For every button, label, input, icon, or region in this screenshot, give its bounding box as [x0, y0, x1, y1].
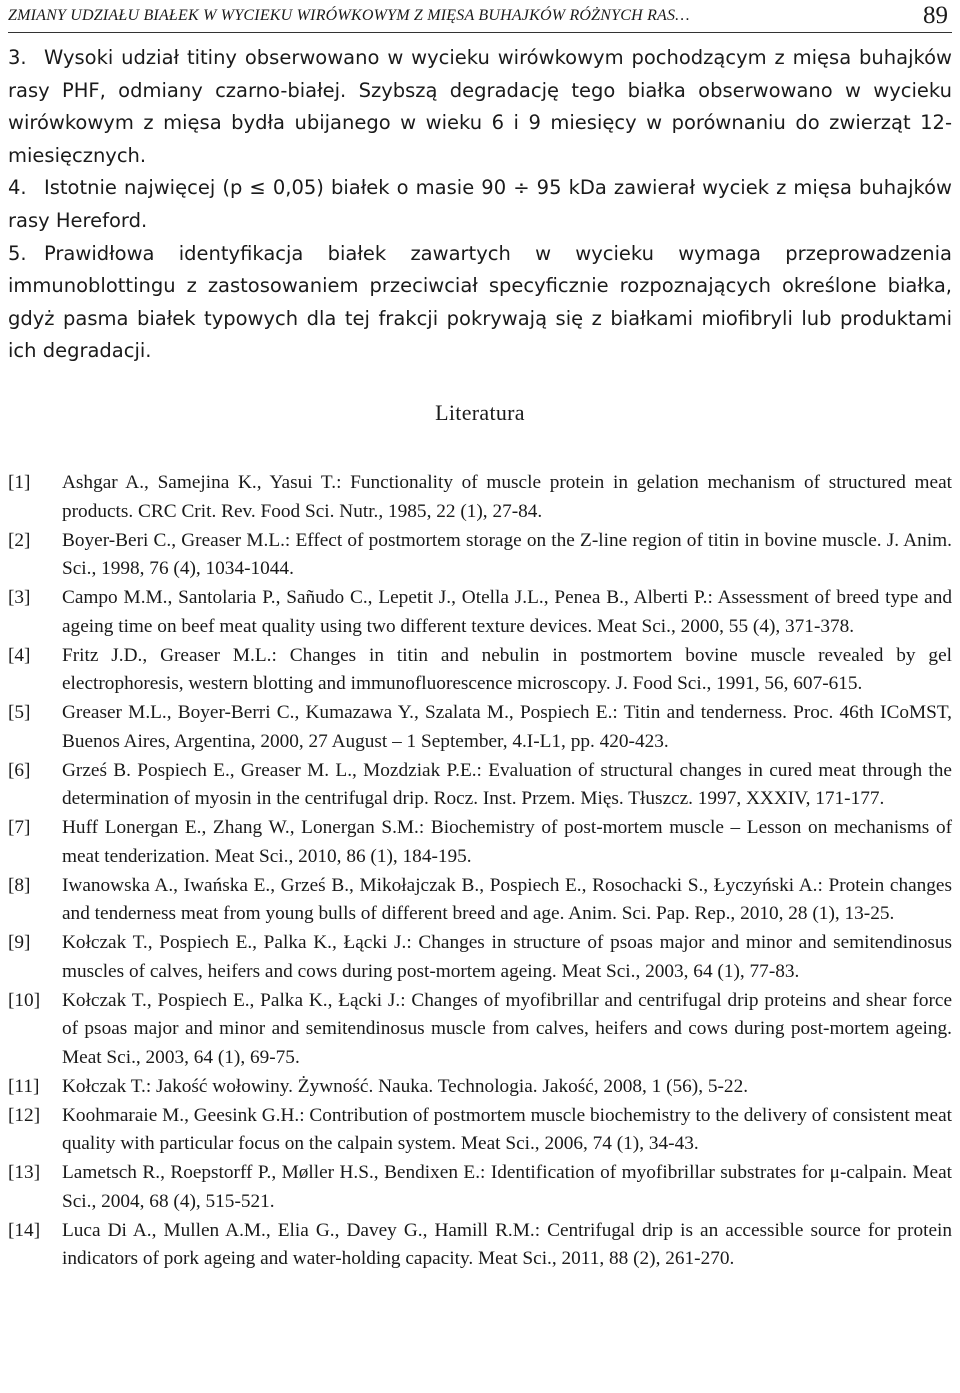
conclusion-item [8, 42, 952, 172]
reference-number: [3] [8, 587, 31, 608]
conclusion-text: Prawidłowa identyfikacja białek zawartych w wycieku wymaga przeprowadzenia immunoblottingu z zastosowaniem przeciwciał specyficznie rozpoznających określone białka, gdyż pasma białek typowych dla tej frakcji pokrywają się z białkami miofibryli lub produktami ich degradacji. [8, 241, 952, 363]
reference-item [8, 814, 952, 871]
reference-text: Fritz J.D., Greaser M.L.: Changes in titin and nebulin in postmortem bovine muscle revealed by gel electrophoresis, western blotting and immunofluorescence microscopy. J. Food Sci., 1991, 56, 607-615. [62, 644, 952, 694]
reference-number: [10] [8, 989, 41, 1011]
reference-number: [11] [8, 1075, 40, 1097]
reference-item [8, 872, 952, 929]
conclusion-number: 3. [8, 46, 27, 69]
page-number: 89 [923, 2, 948, 29]
reference-number: [12] [8, 1104, 41, 1126]
reference-number: [9] [8, 932, 31, 953]
reference-text: Kołczak T.: Jakość wołowiny. Żywność. Nauka. Technologia. Jakość, 2008, 1 (56), 5-22. [62, 1075, 749, 1097]
reference-number: [7] [8, 817, 31, 838]
reference-text: Koohmaraie M., Geesink G.H.: Contribution of postmortem muscle biochemistry to the delivery of consistent meat quality with particular focus on the calpain system. Meat Sci., 2006, 74 (1), 34-43. [62, 1104, 952, 1154]
conclusion-text: Wysoki udział titiny obserwowano w wycieku wirówkowym pochodzącym z mięsa buhajków rasy PHF, odmiany czarno-białej. Szybszą degradację tego białka obserwowano w wycieku wirówkowym z mięsa bydła ubijanego w wieku 6 i 9 miesięcy w porównaniu do zwierząt 12-miesięcznych. [8, 46, 952, 167]
reference-text: Greaser M.L., Boyer-Berri C., Kumazawa Y., Szalata M., Pospiech E.: Titin and tenderness. Proc. 46th ICoMST, Buenos Aires, Argentina, 2000, 27 August – 1 September, 4.I-L1, pp. 420-423. [62, 702, 952, 752]
conclusion-number: 5. [8, 241, 27, 265]
reference-text: Huff Lonergan E., Zhang W., Lonergan S.M.: Biochemistry of post-mortem muscle – Lesson on mechanisms of meat tenderization. Meat Sci., 2010, 86 (1), 184-195. [62, 817, 952, 867]
conclusion-number: 4. [8, 176, 27, 200]
reference-text: Campo M.M., Santolaria P., Sañudo C., Lepetit J., Otella J.L., Penea B., Alberti P.: Assessment of breed type and ageing time on beef meat quality using two different texture devices. Meat Sci., 2000, 55 (4), 371-378. [62, 587, 952, 637]
reference-item [8, 1217, 952, 1274]
reference-text: Iwanowska A., Iwańska E., Grześ B., Mikołajczak B., Pospiech E., Rosochacki S., Łyczyński A.: Protein changes and tenderness meat from young bulls of different breed and age. Anim. Sci. Pap. Rep., 2010, 28 (1), 13-25. [62, 874, 952, 924]
reference-number: [8] [8, 874, 31, 896]
reference-number: [5] [8, 702, 31, 723]
reference-number: [13] [8, 1162, 41, 1183]
reference-item [8, 699, 952, 756]
running-header [8, 2, 952, 32]
conclusions-section [8, 42, 952, 444]
reference-text: Boyer-Beri C., Greaser M.L.: Effect of postmortem storage on the Z-line region of titin in bovine muscle. J. Anim. Sci., 1998, 76 (4), 1034-1044. [62, 529, 952, 579]
reference-number: [4] [8, 644, 31, 666]
reference-number: [1] [8, 472, 31, 493]
reference-list [8, 469, 952, 1274]
reference-text: Ashgar A., Samejina K., Yasui T.: Functionality of muscle protein in gelation mechanism of structured meat products. CRC Crit. Rev. Food Sci. Nutr., 1985, 22 (1), 27-84. [62, 472, 952, 522]
running-title: ZMIANY UDZIAŁU BIAŁEK W WYCIEKU WIRÓWKOWYM Z MIĘSA BUHAJKÓW RÓŻNYCH RAS… [8, 7, 690, 24]
reference-item [8, 757, 952, 814]
reference-item [8, 1159, 952, 1216]
reference-item [8, 527, 952, 584]
reference-item [8, 929, 952, 986]
reference-text: Kołczak T., Pospiech E., Palka K., Łącki J.: Changes in structure of psoas major and minor and semitendinosus muscles of calves, heifers and cows during post-mortem ageing. Meat Sci., 2003, 64 (1), 77-83. [62, 932, 952, 982]
reference-item [8, 469, 952, 526]
reference-item [8, 987, 952, 1073]
literature-heading: Literatura [435, 399, 525, 425]
reference-number: [14] [8, 1219, 41, 1241]
reference-item [8, 642, 952, 699]
reference-number: [6] [8, 759, 31, 781]
conclusion-item [8, 172, 952, 237]
conclusion-text: Istotnie najwięcej (p ≤ 0,05) białek o masie 90 ÷ 95 kDa zawierał wyciek z mięsa buhajków rasy Hereford. [8, 176, 952, 232]
reference-item [8, 1102, 952, 1159]
conclusion-item [8, 238, 952, 368]
reference-text: Luca Di A., Mullen A.M., Elia G., Davey G., Hamill R.M.: Centrifugal drip is an accessible source for protein indicators of pork ageing and water-holding capacity. Meat Sci., 2011, 88 (2), 261-270. [62, 1219, 952, 1269]
reference-text: Lametsch R., Roepstorff P., Møller H.S., Bendixen E.: Identification of myofibrillar substrates for μ-calpain. Meat Sci., 2004, 68 (4), 515-521. [62, 1162, 952, 1212]
reference-text: Kołczak T., Pospiech E., Palka K., Łącki J.: Changes of myofibrillar and centrifugal drip proteins and shear force of psoas major and minor and semitendinosus muscle from calves, heifers and cows during post-mortem ageing. Meat Sci., 2003, 64 (1), 69-75. [62, 989, 952, 1068]
reference-item [8, 584, 952, 641]
reference-item [8, 1073, 952, 1102]
reference-text: Grześ B. Pospiech E., Greaser M. L., Mozdziak P.E.: Evaluation of structural changes in cured meat through the determination of myosin in the centrifugal drip. Rocz. Inst. Przem. Mięs. Tłuszcz. 1997, XXXIV, 171-177. [62, 759, 952, 809]
reference-number: [2] [8, 529, 31, 551]
header-rule [8, 32, 952, 33]
